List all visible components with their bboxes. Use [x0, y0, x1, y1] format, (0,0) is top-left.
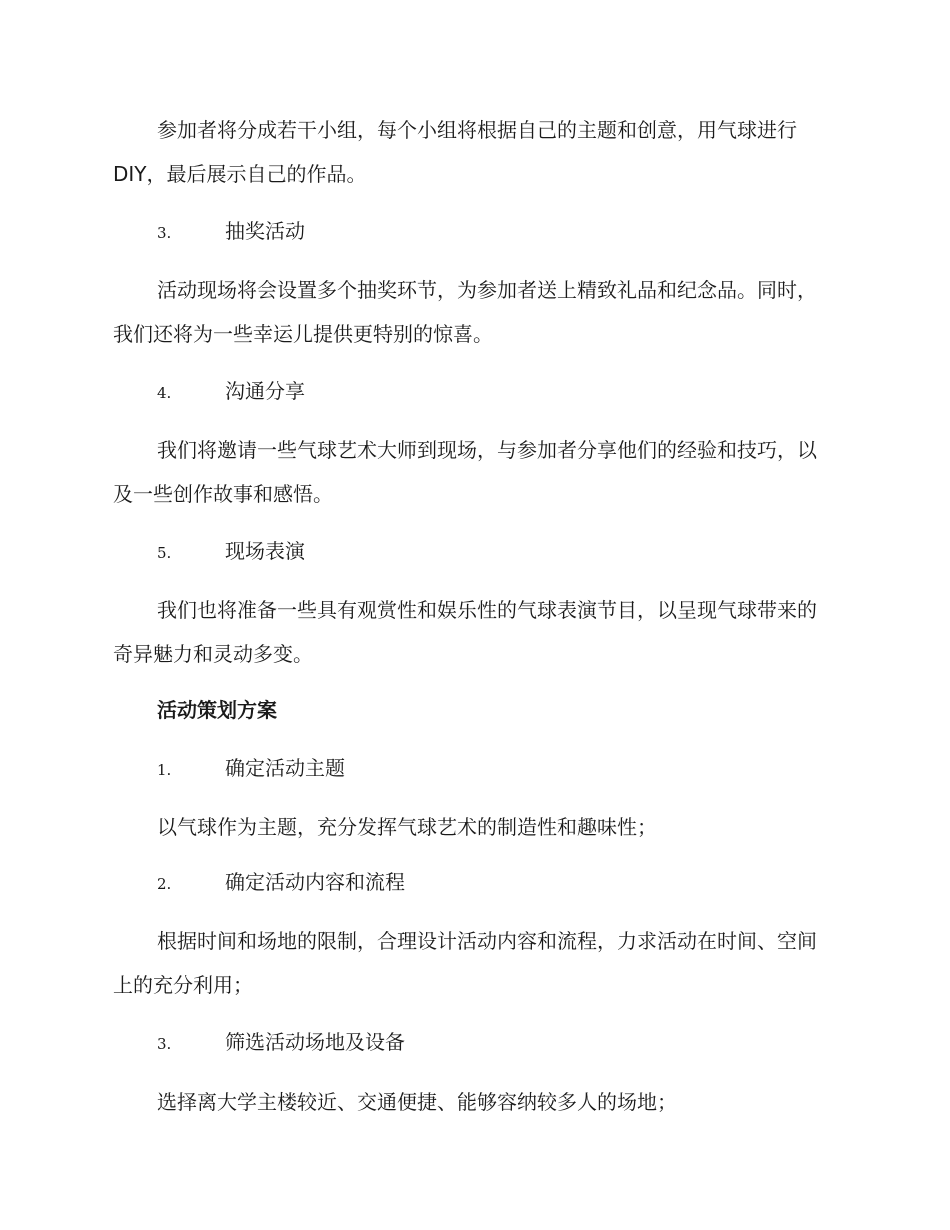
list-item-sharing — [157, 371, 305, 413]
list-label: 确定活动内容和流程 — [225, 870, 405, 894]
section-heading: 活动策划方案 — [157, 698, 277, 722]
list-item-theme — [157, 748, 345, 790]
list-number: 3. — [157, 1035, 172, 1053]
list-label: 确定活动主题 — [225, 756, 345, 780]
list-item-lottery — [157, 211, 305, 253]
paragraph-diy: 参加者将分成若干小组，每个小组将根据自己的主题和创意，用气球进行 DIY，最后展示自己的作品。 — [113, 118, 797, 186]
list-number: 5. — [157, 544, 172, 562]
list-number: 1. — [157, 761, 172, 779]
list-item-performance — [157, 531, 305, 573]
paragraph-sharing: 我们将邀请一些气球艺术大师到现场，与参加者分享他们的经验和技巧，以及一些创作故事和感悟。 — [113, 438, 817, 506]
list-item-content-flow — [157, 862, 405, 904]
list-label: 沟通分享 — [225, 379, 305, 403]
paragraph-lottery: 活动现场将会设置多个抽奖环节，为参加者送上精致礼品和纪念品。同时，我们还将为一些幸运儿提供更特别的惊喜。 — [113, 278, 817, 346]
list-item-venue — [157, 1022, 405, 1064]
paragraph-theme: 以气球作为主题，充分发挥气球艺术的制造性和趣味性； — [157, 815, 657, 839]
paragraph-venue: 选择离大学主楼较近、交通便捷、能够容纳较多人的场地； — [157, 1090, 677, 1114]
list-label: 现场表演 — [225, 539, 305, 563]
list-label: 筛选活动场地及设备 — [225, 1030, 405, 1054]
list-label: 抽奖活动 — [225, 219, 305, 243]
list-number: 4. — [157, 384, 172, 402]
paragraph-performance: 我们也将准备一些具有观赏性和娱乐性的气球表演节目，以呈现气球带来的奇异魅力和灵动多变。 — [113, 598, 817, 666]
list-number: 2. — [157, 875, 172, 893]
paragraph-content-flow: 根据时间和场地的限制，合理设计活动内容和流程，力求活动在时间、空间上的充分利用； — [113, 929, 817, 997]
list-number: 3. — [157, 224, 172, 242]
